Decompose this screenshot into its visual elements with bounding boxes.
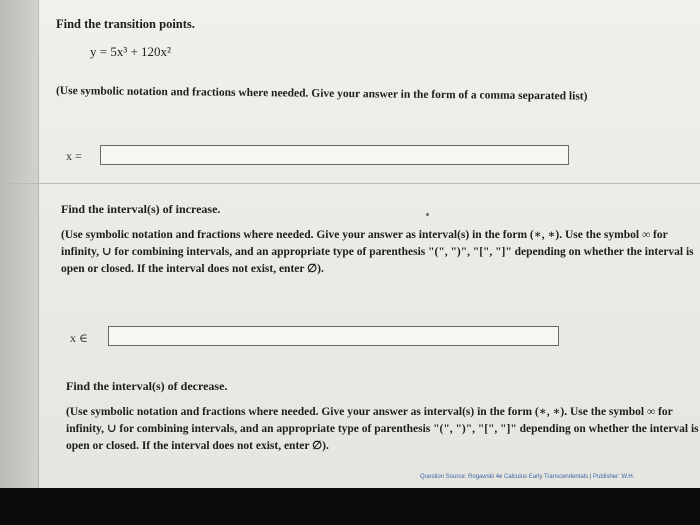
increase-title: Find the interval(s) of increase. xyxy=(61,202,221,216)
x-equals-label: x = xyxy=(66,149,82,163)
screen-bezel xyxy=(0,488,700,525)
increase-instruction-3: open or closed. If the interval does not exist, enter ∅). xyxy=(61,263,324,275)
transition-instruction: (Use symbolic notation and fractions where needed. Give your answer in the form of a comma separated list) xyxy=(55,85,588,103)
decrease-instruction-3: open or closed. If the interval does not exist, enter ∅). xyxy=(66,440,329,452)
equation: y = 5x³ + 120x² xyxy=(90,44,171,59)
cursor-dot xyxy=(426,213,429,216)
decrease-instruction-1: (Use symbolic notation and fractions where needed. Give your answer as interval(s) in the form (∗, ∗). Use the symbol ∞ for xyxy=(66,406,673,418)
question-source-link[interactable]: Question Source: Rogawski 4e Calculus Early Transcendentals | Publisher: W.H. xyxy=(420,474,635,480)
transition-points-input[interactable] xyxy=(100,145,569,165)
background-edge xyxy=(0,0,38,525)
increase-interval-input[interactable] xyxy=(108,326,559,346)
increase-instruction-2: infinity, ∪ for combining intervals, and an appropriate type of parenthesis "(", ")", "[", "]" depending on whether the interval is xyxy=(61,246,694,258)
transition-title: Find the transition points. xyxy=(56,17,195,31)
decrease-title: Find the interval(s) of decrease. xyxy=(66,379,228,393)
section-divider xyxy=(8,183,700,184)
decrease-instruction-2: infinity, ∪ for combining intervals, and an appropriate type of parenthesis "(", ")", "[", "]" depending on whether the interval is xyxy=(66,423,699,435)
increase-instruction-1: (Use symbolic notation and fractions where needed. Give your answer as interval(s) in the form (∗, ∗). Use the symbol ∞ for xyxy=(61,229,668,241)
x-in-label: x ∈ xyxy=(70,331,88,345)
